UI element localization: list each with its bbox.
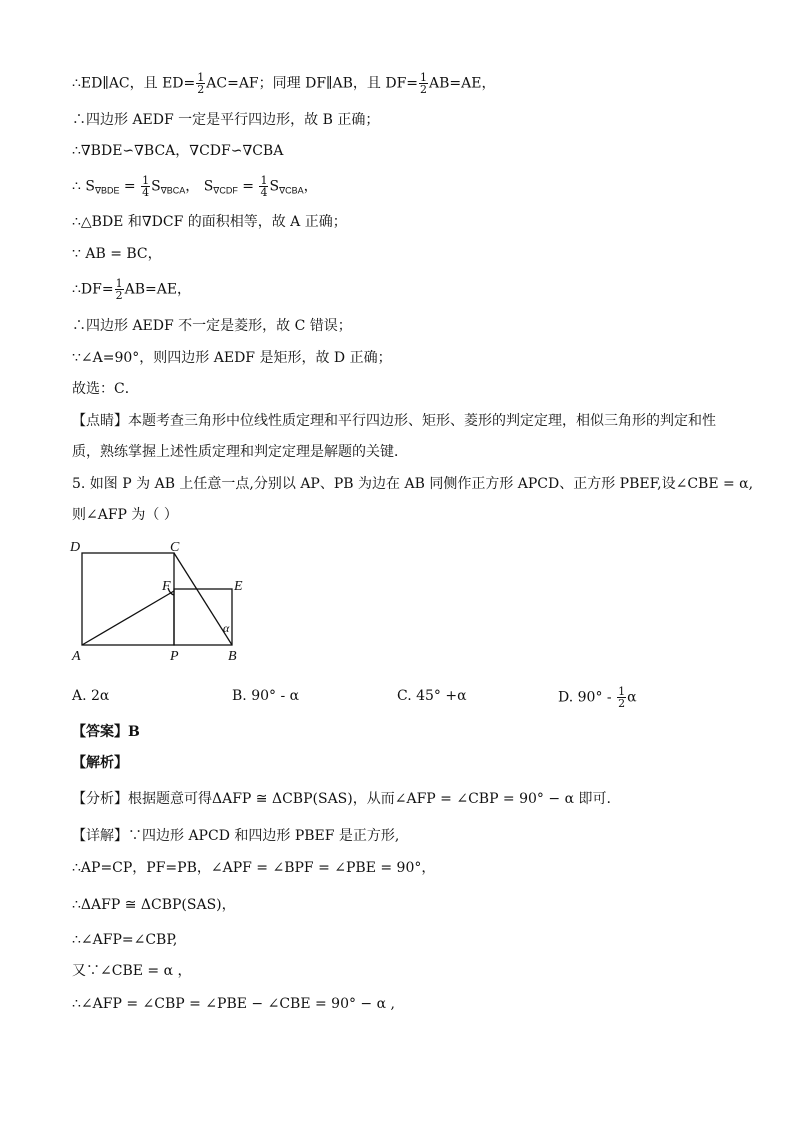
detail-line-1: 【详解】∵四边形 APCD 和四边形 PBEF 是正方形, — [72, 828, 400, 844]
text-segment: AB=AE， — [429, 75, 496, 92]
fraction-half: $\frac{1}{2}$ — [197, 71, 205, 96]
label-f: F — [162, 579, 171, 594]
detail-line-4: ∴∠AFP=∠CBP, — [72, 932, 178, 948]
solution-line-3: ∴∇BDE∽∇BCA，∇CDF∽∇CBA — [72, 143, 284, 159]
solution-line-8: ∴四边形 AEDF 不一定是菱形，故 C 错误； — [72, 318, 352, 334]
label-d: D — [70, 540, 81, 555]
square-pbef — [174, 589, 232, 645]
label-a: A — [72, 649, 81, 664]
option-a: A. 2α — [72, 688, 110, 704]
analysis-text: 【分析】根据题意可得ΔAFP ≅ ΔCBP(SAS)，从而∠AFP = ∠CBP = 90° − α 即可. — [72, 791, 611, 807]
analysis-heading: 【解析】 — [72, 755, 128, 771]
solution-line-4: ∴ $S_{\nabla BDE}$ = $\frac{1}{4}$ $S_{\nabla BCA}$， $S_{\nabla CDF}$ = $\frac{1}{4}$ $S_{\nabla CBA}$， — [72, 174, 318, 199]
question-5-stem-cont: 则∠AFP 为（ ） — [72, 507, 178, 523]
label-b: B — [228, 649, 237, 664]
note-line-1: 【点睛】本题考查三角形中位线性质定理和平行四边形、矩形、菱形的判定定理，相似三角形的判定和性 — [72, 413, 716, 429]
answer-label: 【答案】B — [72, 724, 140, 740]
fraction-quarter: $\frac{1}{4}$ — [142, 174, 150, 199]
segment-af — [82, 591, 174, 645]
option-d: D. 90° - $\frac{1}{2}$ α — [558, 685, 637, 710]
label-c: C — [170, 540, 180, 555]
fraction-half: $\frac{1}{2}$ — [420, 71, 428, 96]
solution-line-5: ∴△BDE 和∇DCF 的面积相等，故 A 正确； — [72, 214, 347, 230]
solution-line-9: ∵∠A=90°，则四边形 AEDF 是矩形，故 D 正确； — [72, 350, 392, 366]
text-segment: AC=AF；同理 DF∥AB，且 DF= — [206, 75, 419, 92]
detail-line-6: ∴∠AFP = ∠CBP = ∠PBE − ∠CBE = 90° − α , — [72, 996, 395, 1012]
text-segment: ∴ED∥AC，且 ED= — [72, 75, 196, 92]
detail-line-5: 又∵∠CBE = α ， — [72, 963, 192, 979]
label-e: E — [234, 579, 243, 594]
solution-line-2: ∴四边形 AEDF 一定是平行四边形，故 B 正确； — [72, 112, 380, 128]
fraction-half: $\frac{1}{2}$ — [115, 277, 123, 302]
solution-line-1 — [72, 72, 495, 95]
fraction-quarter: $\frac{1}{4}$ — [260, 174, 268, 199]
solution-line-7: ∴DF= $\frac{1}{2}$ AB=AE， — [72, 277, 192, 302]
label-p: P — [170, 649, 179, 664]
note-line-2: 质，熟练掌握上述性质定理和判定定理是解题的关键． — [72, 444, 408, 460]
detail-line-3: ∴ΔAFP ≅ ΔCBP(SAS)， — [72, 897, 236, 913]
solution-line-10: 故选：C． — [72, 381, 139, 397]
option-c: C. 45° +α — [397, 688, 467, 704]
fraction-half: $\frac{1}{2}$ — [618, 685, 626, 710]
solution-line-6: ∵ AB = BC， — [72, 246, 162, 262]
label-alpha: α — [223, 621, 230, 635]
question-5-stem: 5. 如图 P 为 AB 上任意一点,分别以 AP、PB 为边在 AB 同侧作正方形 APCD、正方形 PBEF,设∠CBE = α, — [72, 476, 754, 492]
option-b: B. 90° - α — [232, 688, 300, 704]
detail-line-2: ∴AP=CP，PF=PB，∠APF = ∠BPF = ∠PBE = 90°， — [72, 860, 436, 876]
geometry-figure — [66, 536, 256, 666]
